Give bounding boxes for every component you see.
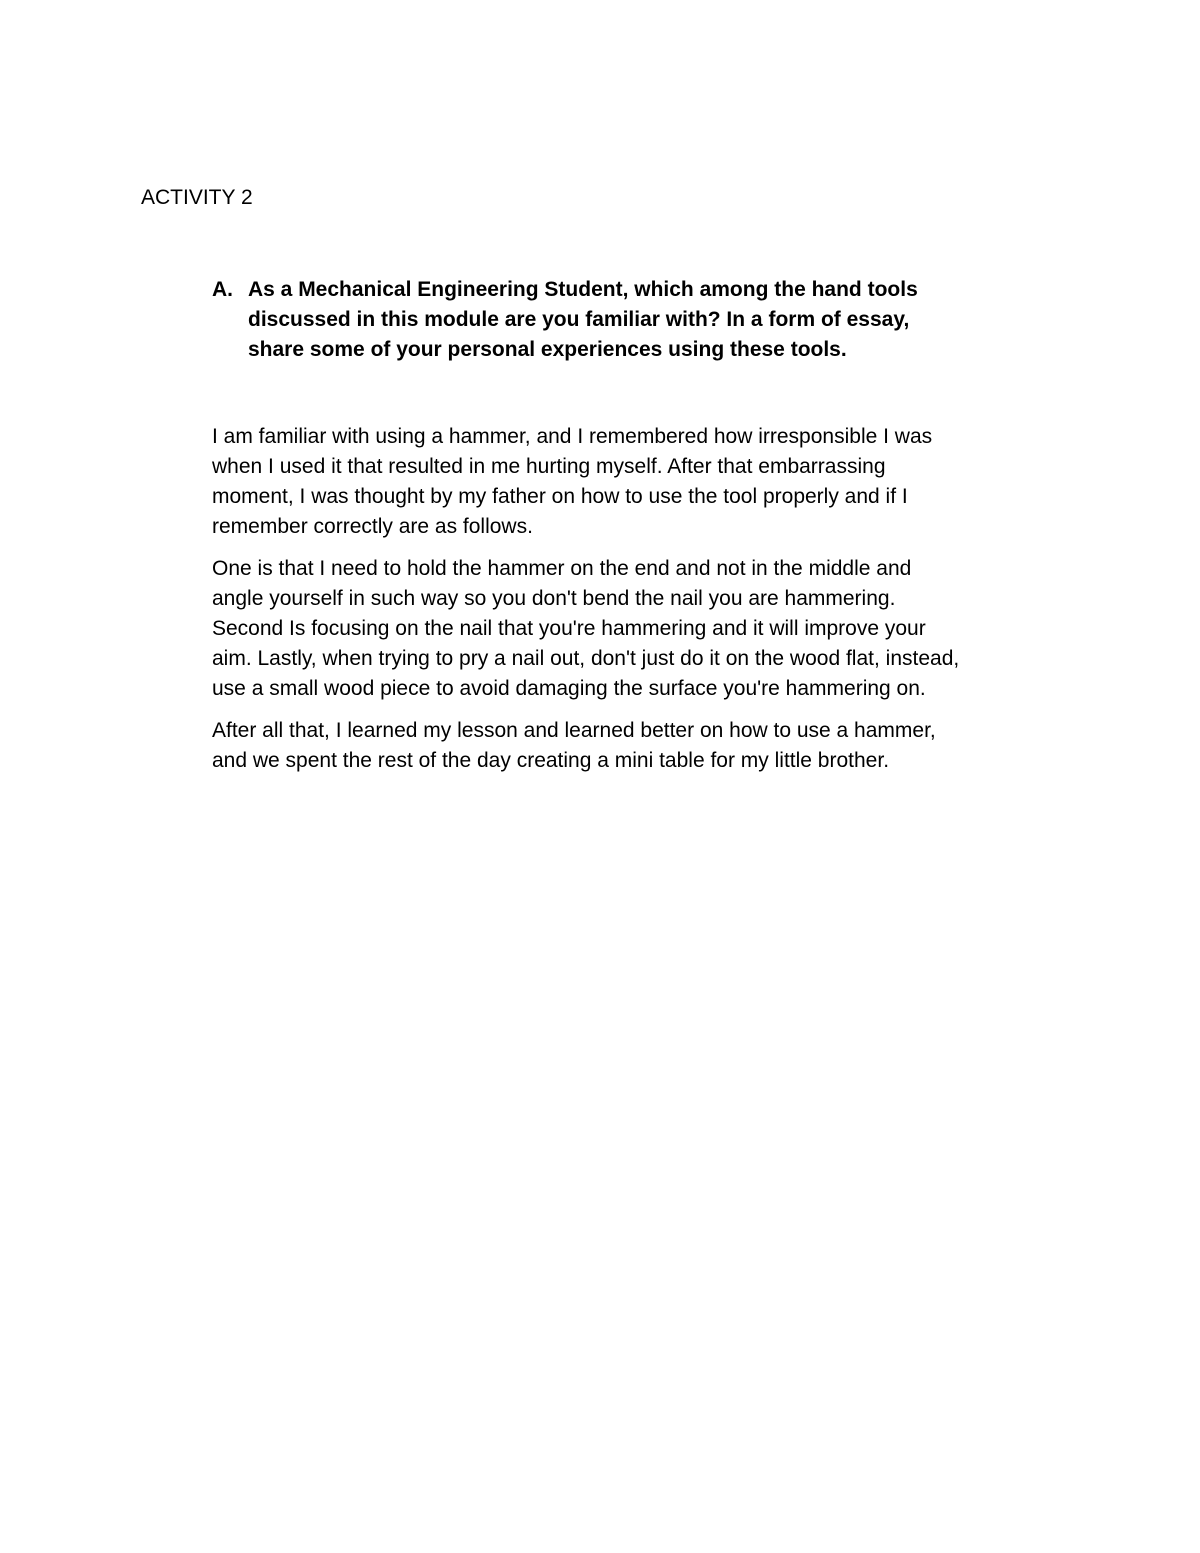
question-item bbox=[212, 275, 1032, 365]
essay-line: After all that, I learned my lesson and learned better on how to use a hammer, bbox=[212, 719, 936, 742]
activity-title: ACTIVITY 2 bbox=[141, 186, 253, 209]
essay-line: and we spent the rest of the day creating a mini table for my little brother. bbox=[212, 749, 890, 772]
question-line: share some of your personal experiences using these tools. bbox=[248, 338, 847, 361]
essay-paragraph-1 bbox=[212, 422, 1062, 542]
essay-line: aim. Lastly, when trying to pry a nail out, don't just do it on the wood flat, instead, bbox=[212, 647, 960, 670]
essay-paragraph-3 bbox=[212, 716, 1062, 776]
essay-line: use a small wood piece to avoid damaging the surface you're hammering on. bbox=[212, 677, 926, 700]
essay-line: Second Is focusing on the nail that you're hammering and it will improve your bbox=[212, 617, 926, 640]
question-line: As a Mechanical Engineering Student, which among the hand tools bbox=[248, 278, 918, 301]
essay-line: when I used it that resulted in me hurting myself. After that embarrassing bbox=[212, 455, 886, 478]
essay-paragraph-2 bbox=[212, 554, 1062, 704]
essay-line: One is that I need to hold the hammer on the end and not in the middle and bbox=[212, 557, 912, 580]
essay-answer bbox=[212, 422, 1062, 788]
question-line: discussed in this module are you familiar with? In a form of essay, bbox=[248, 308, 910, 331]
essay-line: remember correctly are as follows. bbox=[212, 515, 533, 538]
question-letter: A. bbox=[212, 278, 233, 301]
essay-line: I am familiar with using a hammer, and I remembered how irresponsible I was bbox=[212, 425, 933, 448]
essay-line: angle yourself in such way so you don't bend the nail you are hammering. bbox=[212, 587, 896, 610]
essay-line: moment, I was thought by my father on how to use the tool properly and if I bbox=[212, 485, 908, 508]
question-text bbox=[248, 275, 1032, 365]
